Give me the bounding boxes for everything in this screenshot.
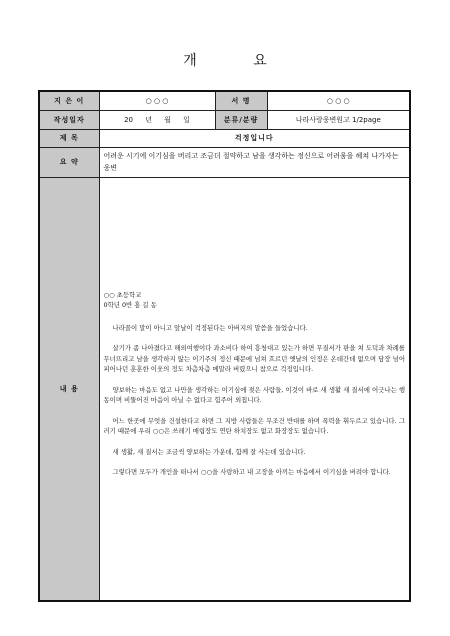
paragraph: 양보하는 마음도 없고 나만을 생각하는 이기심에 젖은 사람들, 이것이 바로 새 생활 새 질서에 어긋나는 행동이며 비뚤어진 마음이 아닐 수 없다고 힘주어 외칩니다. <box>103 385 405 405</box>
school-name: ○○ 초등학교 <box>103 290 142 299</box>
document-title: 개 요 <box>183 53 293 69</box>
student-name: 0학년 0반 홍 길 동 <box>103 301 157 310</box>
content-body <box>99 177 410 601</box>
summary-label: 요 약 <box>39 147 99 177</box>
date-label: 작성일자 <box>39 110 99 129</box>
subject-value: 걱정입니다 <box>99 129 410 147</box>
paragraph: 살기가 좀 나아졌다고 해외여행이다 과소비다 하여 흥청대고 있는가 하면 무질서가 판을 쳐 도덕과 차례를 무너뜨리고 남을 생각하지 않는 이기주의 정신 때문에 넘쳐 흐르던 옛날의 인정은 온데간데 없으며 담장 넘어 피어나던 훈훈한 이웃의 정도 차츰차츰 메말라 버렸으니 참으로 걱정입니다. <box>103 344 405 374</box>
author-value: ○ ○ ○ <box>99 91 215 110</box>
summary-row <box>39 147 410 177</box>
content-row <box>39 177 410 601</box>
summary-value: 어려운 시기에 이기심을 버리고 조금더 절약하고 남을 생각하는 정신으로 어려움을 헤쳐 나가자는 웅변 <box>99 147 410 177</box>
name-label: 서 명 <box>215 91 267 110</box>
category-label: 분류/분량 <box>215 110 267 129</box>
speech-text <box>104 290 406 478</box>
paragraph: 나라꼴이 말이 아니고 앞날이 걱정된다는 아버지의 말씀을 들었습니다. <box>112 323 308 332</box>
content-label: 내 용 <box>39 177 99 601</box>
paragraph: 어느 한곳에 무엇을 건설한다고 하면 그 지방 사람들은 무조건 반대를 하며 폭력을 휘두르고 있습니다. 그러기 때문에 우리 ○○은 쓰레기 매립장도 연탄 하치장도 없고 화장장도 없습니다. <box>103 416 405 436</box>
paragraph: 그렇다면 모두가 개인을 떠나서 ○○을 사랑하고 내 고장을 아끼는 마음에서 이기심을 버려야 합니다. <box>112 468 391 477</box>
category-value: 나라사랑웅변원고 1/2page <box>267 110 410 129</box>
name-value: ○ ○ ○ <box>267 91 410 110</box>
subject-row <box>39 129 410 147</box>
author-label: 지 은 이 <box>39 91 99 110</box>
date-value: 20 년 월 일 <box>99 110 215 129</box>
date-row <box>39 110 410 129</box>
author-row <box>39 91 410 110</box>
subject-label: 제 목 <box>39 129 99 147</box>
summary-form-table <box>38 90 411 602</box>
paragraph: 새 생활, 새 질서는 조금씩 양보하는 가운데, 함께 잘 사는데 있습니다. <box>112 447 306 456</box>
